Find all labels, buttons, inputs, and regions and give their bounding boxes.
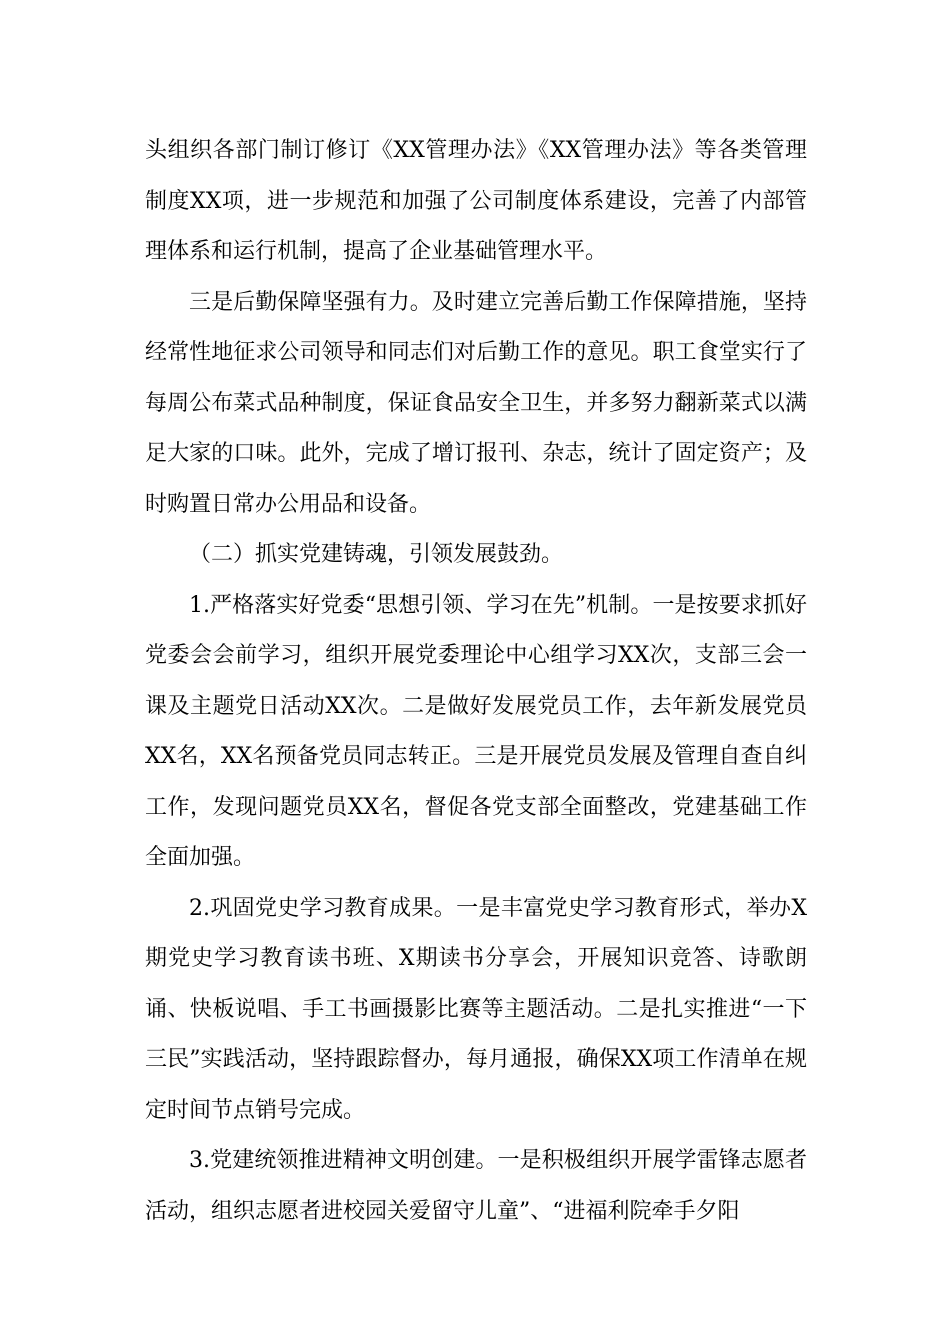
paragraph-4: 1.严格落实好党委“思想引领、学习在先”机制。一是按要求抓好党委会会前学习，组织开展党委理论中心组学习XX次，支部三会一课及主题党日活动XX次。二是做好发展党员工作，去年新发展党员XX名，XX名预备党员同志转正。三是开展党员发展及管理自查自纠工作，发现问题党员XX名，督促各党支部全面整改，党建基础工作全面加强。 bbox=[145, 592, 807, 870]
paragraph-6: 3.党建统领推进精神文明创建。一是积极组织开展学雷锋志愿者活动，组织志愿者进校园关爱留守儿童”、“进福利院牵手夕阳 bbox=[145, 1148, 807, 1224]
document-page bbox=[145, 126, 807, 1237]
section-heading: （二）抓实党建铸魂，引领发展鼓劲。 bbox=[189, 542, 564, 567]
paragraph-2: 三是后勤保障坚强有力。及时建立完善后勤工作保障措施，坚持经常性地征求公司领导和同志们对后勤工作的意见。职工食堂实行了每周公布菜式品种制度，保证食品安全卫生，并多努力翻新菜式以满足大家的口味。此外，完成了增订报刊、杂志，统计了固定资产；及时购置日常办公用品和设备。 bbox=[145, 289, 807, 517]
paragraph-1: 头组织各部门制订修订《XX管理办法》《XX管理办法》等各类管理制度XX项，进一步规范和加强了公司制度体系建设，完善了内部管理体系和运行机制，提高了企业基础管理水平。 bbox=[145, 138, 807, 264]
paragraph-5: 2.巩固党史学习教育成果。一是丰富党史学习教育形式，举办X期党史学习教育读书班、X期读书分享会，开展知识竞答、诗歌朗诵、快板说唱、手工书画摄影比赛等主题活动。二是扎实推进“一下三民”实践活动，坚持跟踪督办，每月通报，确保XX项工作清单在规定时间节点销号完成。 bbox=[145, 895, 807, 1123]
